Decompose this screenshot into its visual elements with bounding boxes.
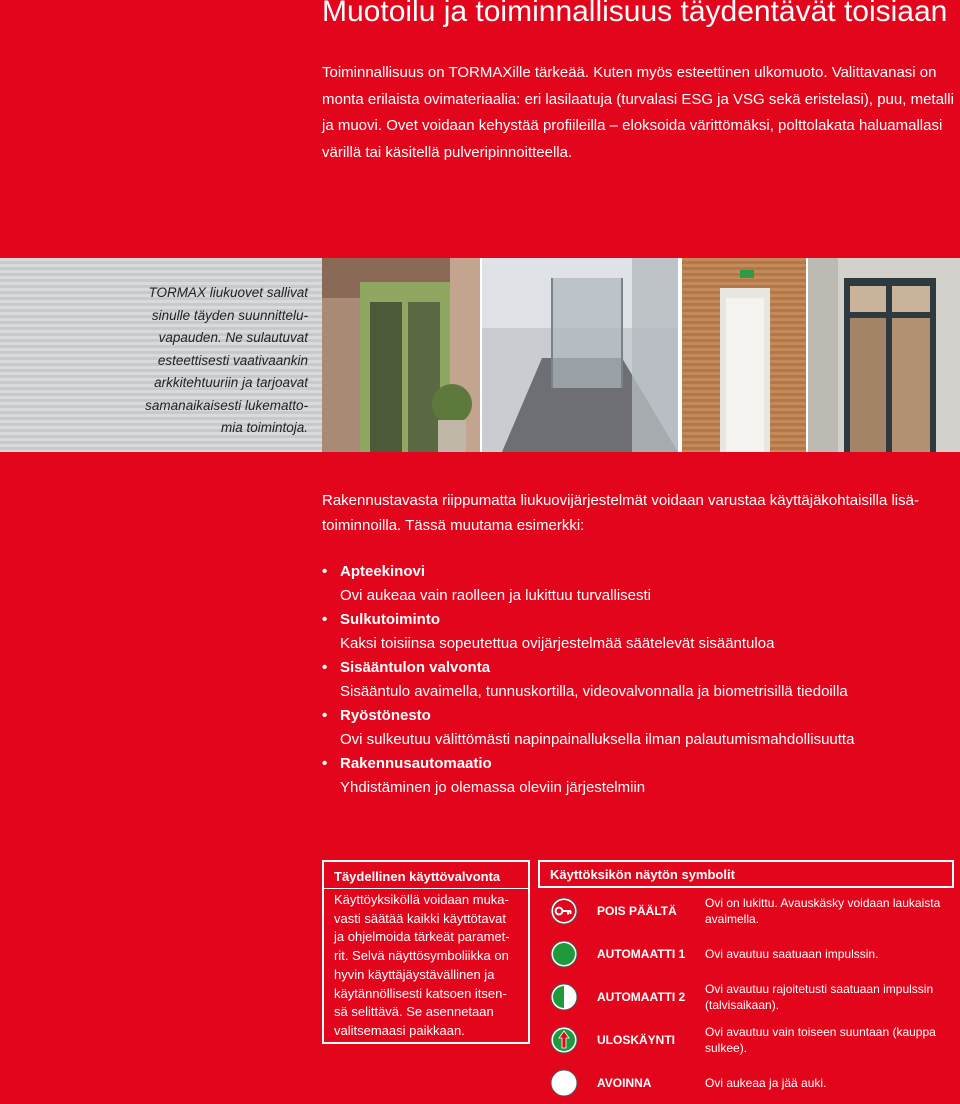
table-row xyxy=(538,1018,954,1061)
box-title: Täydellinen käyttövalvonta xyxy=(324,862,528,889)
symbol-desc: Ovi on lukittu. Avauskäsky voidaan laukaista avaimella. xyxy=(695,889,954,932)
feature-title: • Apteekinovi xyxy=(322,560,954,584)
list-item xyxy=(322,704,954,752)
gallery-caption: TORMAX liukuovet sallivat sinulle täyden suunnittelu-vapauden. Ne sulautuvat esteettisesti vaativaankin arkkitehtuuriin ja tarjoavat samanaikaisesti lukematto-mia toimintoja. xyxy=(145,285,308,435)
list-item xyxy=(322,608,954,656)
half-green-circle-icon xyxy=(550,983,578,1011)
symbol-desc: Ovi avautuu saatuaan impulssin. xyxy=(695,933,954,975)
table-row xyxy=(538,975,954,1018)
intro-paragraph: Toiminnallisuus on TORMAXille tärkeää. Kuten myös esteettinen ulkomuoto. Valittavanasi on monta erilaista ovimateriaalia: eri lasilaatuja (turvalasi ESG ja VSG sekä eristelasi), puu, metalli ja muovi. Ovet voidaan kehystää profiileilla – eloksoida värittömäksi, polttolakata haluamallasi värillä tai käsitellä pulveripinnoitteella. xyxy=(322,64,954,161)
photo-gallery xyxy=(0,258,960,452)
feature-title: • Sisääntulon valvonta xyxy=(322,656,954,680)
feature-title: • Sulkutoiminto xyxy=(322,608,954,632)
table-row xyxy=(538,888,954,932)
list-item xyxy=(322,656,954,704)
table-title: Käyttöksikön näytön symbolit xyxy=(538,860,954,888)
feature-desc: Kaksi toisiinsa sopeutettua ovijärjestelmää säätelevät sisääntuloa xyxy=(340,634,775,652)
symbol-label: AUTOMAATTI 1 xyxy=(588,933,695,975)
list-item xyxy=(322,560,954,608)
key-icon xyxy=(550,897,578,925)
feature-title: • Rakennusautomaatio xyxy=(322,752,954,776)
feature-list xyxy=(322,560,954,800)
symbol-label: POIS PÄÄLTÄ xyxy=(588,889,695,932)
systems-paragraph: Rakennustavasta riippumatta liukuovijärjestelmät voidaan varustaa käyttäjäkohtaisilla lisä-toiminnoilla. Tässä muutama esimerkki: xyxy=(322,492,919,534)
photo-green-door xyxy=(322,258,480,452)
table-row xyxy=(538,1061,954,1104)
feature-title: • Ryöstönesto xyxy=(322,704,954,728)
operation-control-box xyxy=(322,860,530,1044)
caption-panel xyxy=(0,258,322,452)
list-item xyxy=(322,752,954,800)
symbol-desc: Ovi avautuu vain toiseen suuntaan (kauppa sulkee). xyxy=(695,1019,954,1061)
empty-circle-icon xyxy=(550,1069,578,1097)
symbol-label: ULOSKÄYNTI xyxy=(588,1019,695,1061)
feature-desc: Yhdistäminen jo olemassa oleviin järjestelmiin xyxy=(340,778,646,796)
feature-desc: Ovi sulkeutuu välittömästi napinpainalluksella ilman palautumismahdollisuutta xyxy=(340,730,855,748)
page-title: Muotoilu ja toiminnallisuus täydentävät toisiaan xyxy=(322,0,948,28)
feature-desc: Ovi aukeaa vain raolleen ja lukittuu turvallisesti xyxy=(340,586,651,604)
symbol-desc: Ovi aukeaa ja jää auki. xyxy=(695,1062,954,1104)
symbol-label: AUTOMAATTI 2 xyxy=(588,976,695,1018)
full-green-circle-icon xyxy=(550,940,578,968)
photo-wood-door xyxy=(682,258,806,452)
exit-arrow-icon xyxy=(550,1026,578,1054)
box-body: Käyttöyksiköllä voidaan muka-vasti säätää kaikki käyttötavat ja ohjelmoida tärkeät paramet-rit. Selvä näyttösymboliikka on hyvin käyttäjäystävällinen ja käytännöllisesti katsoen itsen-sä selittävä. Se asennetaan valitsemaasi paikkaan. xyxy=(334,892,510,1038)
symbol-desc: Ovi avautuu rajoitetusti saatuaan impulssin (talvisaikaan). xyxy=(695,976,954,1018)
photo-dark-frame-door xyxy=(808,258,960,452)
feature-desc: Sisääntulo avaimella, tunnuskortilla, videovalvonnalla ja biometrisillä tiedoilla xyxy=(340,682,848,700)
photo-glass-hall xyxy=(482,258,678,452)
table-row xyxy=(538,932,954,975)
symbols-table xyxy=(538,860,954,1104)
symbol-label: AVOINNA xyxy=(588,1062,695,1104)
